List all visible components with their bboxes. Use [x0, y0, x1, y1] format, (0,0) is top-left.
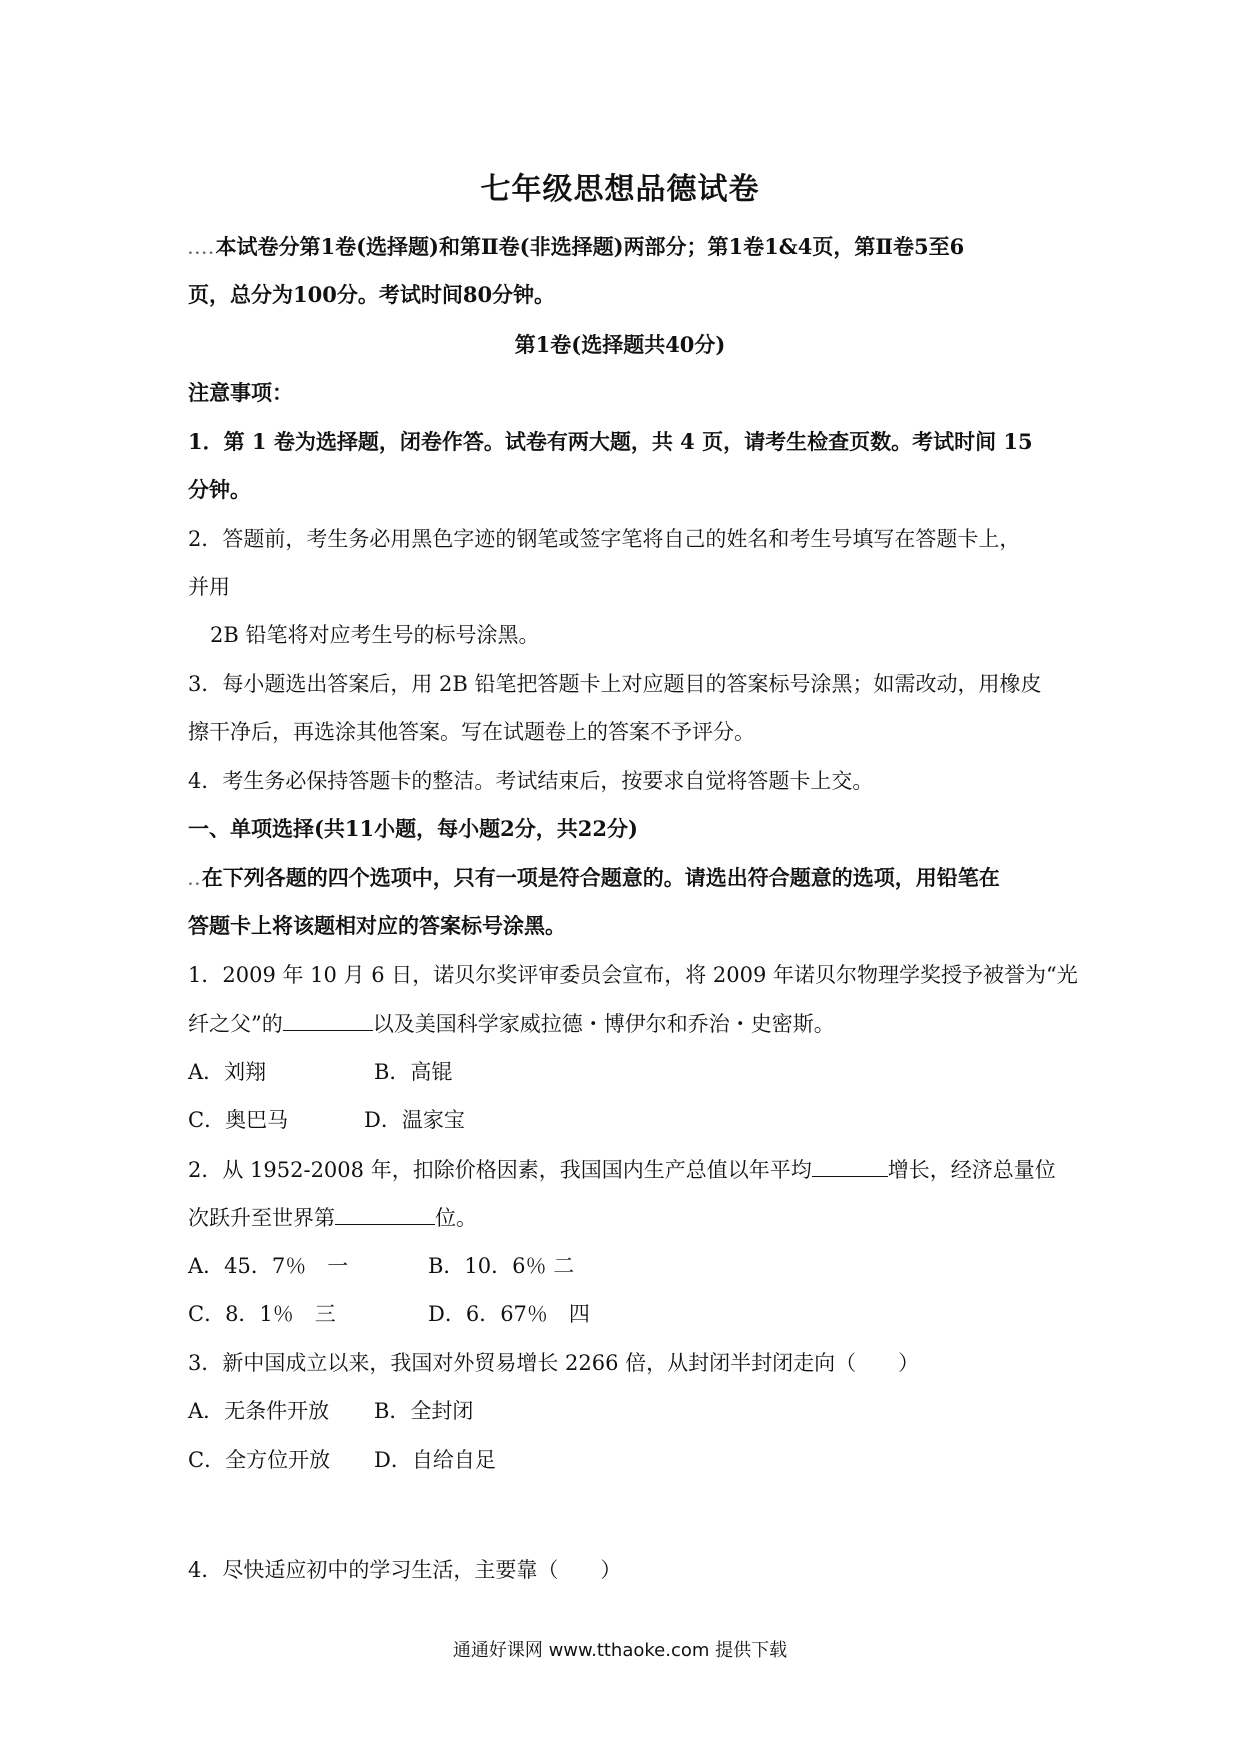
q2-stem-text-d: 位。: [435, 1206, 477, 1230]
q2-option-b: B．10．6％ 二: [428, 1254, 575, 1278]
leader-dots: ..: [188, 873, 202, 889]
q2-options-row-1: [188, 1251, 574, 1281]
part-1-heading: 一、单项选择(共11小题，每小题2分，共22分): [188, 816, 638, 841]
part-1-instr-line-2: 答题卡上将该题相对应的答案标号涂黑。: [188, 913, 566, 938]
q2-options-row-2: [188, 1299, 590, 1329]
note-2-line-3: 2B 铅笔将对应考生号的标号涂黑。: [210, 623, 540, 647]
q1-answer-blank: [283, 1008, 373, 1031]
q1-option-b: B．高锟: [374, 1060, 453, 1084]
q2-option-d: D．6．67％ 四: [428, 1302, 590, 1326]
intro-line-1: [188, 232, 964, 265]
part-1-instr-line-1: [188, 863, 1000, 896]
q2-stem-text-c: 次跃升至世界第: [188, 1206, 335, 1230]
q3-options-row-2: [188, 1445, 496, 1475]
q3-options-row-1: [188, 1396, 473, 1426]
q2-stem-line-2: [188, 1202, 477, 1233]
q1-stem-line-1: 1．2009 年 10 月 6 日，诺贝尔奖评审委员会宣布，将 2009 年诺贝尔物理学奖授予被誉为“光: [188, 963, 1078, 987]
q4-stem: 4．尽快适应初中的学习生活，主要靠（ ）: [188, 1558, 622, 1582]
q2-stem-text-a: 2．从 1952-2008 年，扣除价格因素，我国国内生产总值以年平均: [188, 1158, 812, 1182]
notes-heading: 注意事项：: [188, 380, 293, 405]
q2-answer-blank-1: [812, 1154, 888, 1177]
intro-line-2: 页，总分为100分。考试时间80分钟。: [188, 282, 556, 307]
q1-options-row-2: [188, 1105, 465, 1135]
q3-option-c: C．全方位开放: [188, 1448, 331, 1472]
q3-option-a: A．无条件开放: [188, 1399, 330, 1423]
q2-option-c: C．8．1％ 三: [188, 1302, 336, 1326]
q2-option-a: A．45．7％ 一: [188, 1254, 349, 1278]
note-3-line-2: 擦干净后，再选涂其他答案。写在试题卷上的答案不予评分。: [188, 720, 755, 744]
q1-stem-text-a: 纤之父”的: [188, 1012, 283, 1036]
q1-options-row-1: [188, 1057, 452, 1087]
q2-stem-line-1: [188, 1154, 1056, 1185]
q1-option-a: A．刘翔: [188, 1060, 267, 1084]
leader-dots: ....: [188, 242, 216, 258]
q3-option-b: B．全封闭: [374, 1399, 474, 1423]
note-4: 4．考生务必保持答题卡的整洁。考试结束后，按要求自觉将答题卡上交。: [188, 769, 874, 793]
q1-option-c: C．奥巴马: [188, 1108, 289, 1132]
note-1-line-1: 1．第 1 卷为选择题，闭卷作答。试卷有两大题，共 4 页，请考生检查页数。考试时间 15: [188, 429, 1033, 454]
note-2-line-2: 并用: [188, 575, 230, 599]
q3-option-d: D．自给自足: [374, 1448, 496, 1472]
note-3-line-1: 3．每小题选出答案后，用 2B 铅笔把答题卡上对应题目的答案标号涂黑；如需改动，用橡皮: [188, 672, 1042, 696]
q2-answer-blank-2: [335, 1202, 435, 1225]
page-footer: 通通好课网 www.tthaoke.com 提供下载: [452, 1640, 788, 1661]
section-1-header: 第1卷(选择题共40分): [514, 332, 726, 357]
q1-stem-line-2: [188, 1008, 835, 1039]
part-1-instr-text: 在下列各题的四个选项中，只有一项是符合题意的。请选出符合题意的选项，用铅笔在: [201, 865, 1000, 890]
q1-option-d: D．温家宝: [364, 1108, 465, 1132]
intro-text-1: 本试卷分第1卷(选择题)和第Ⅱ卷(非选择题)两部分；第1卷1&4页，第Ⅱ卷5至6: [215, 234, 965, 259]
q1-stem-text-b: 以及美国科学家威拉德・博伊尔和乔治・史密斯。: [372, 1012, 835, 1036]
page-title: 七年级思想品德试卷: [480, 172, 760, 207]
q2-stem-text-b: 增长，经济总量位: [887, 1158, 1056, 1182]
note-2-line-1: 2．答题前，考生务必用黑色字迹的钢笔或签字笔将自己的姓名和考生号填写在答题卡上，: [188, 527, 1021, 551]
q3-stem: 3．新中国成立以来，我国对外贸易增长 2266 倍，从封闭半封闭走向（ ）: [188, 1351, 920, 1375]
note-1-line-2: 分钟。: [188, 477, 251, 502]
